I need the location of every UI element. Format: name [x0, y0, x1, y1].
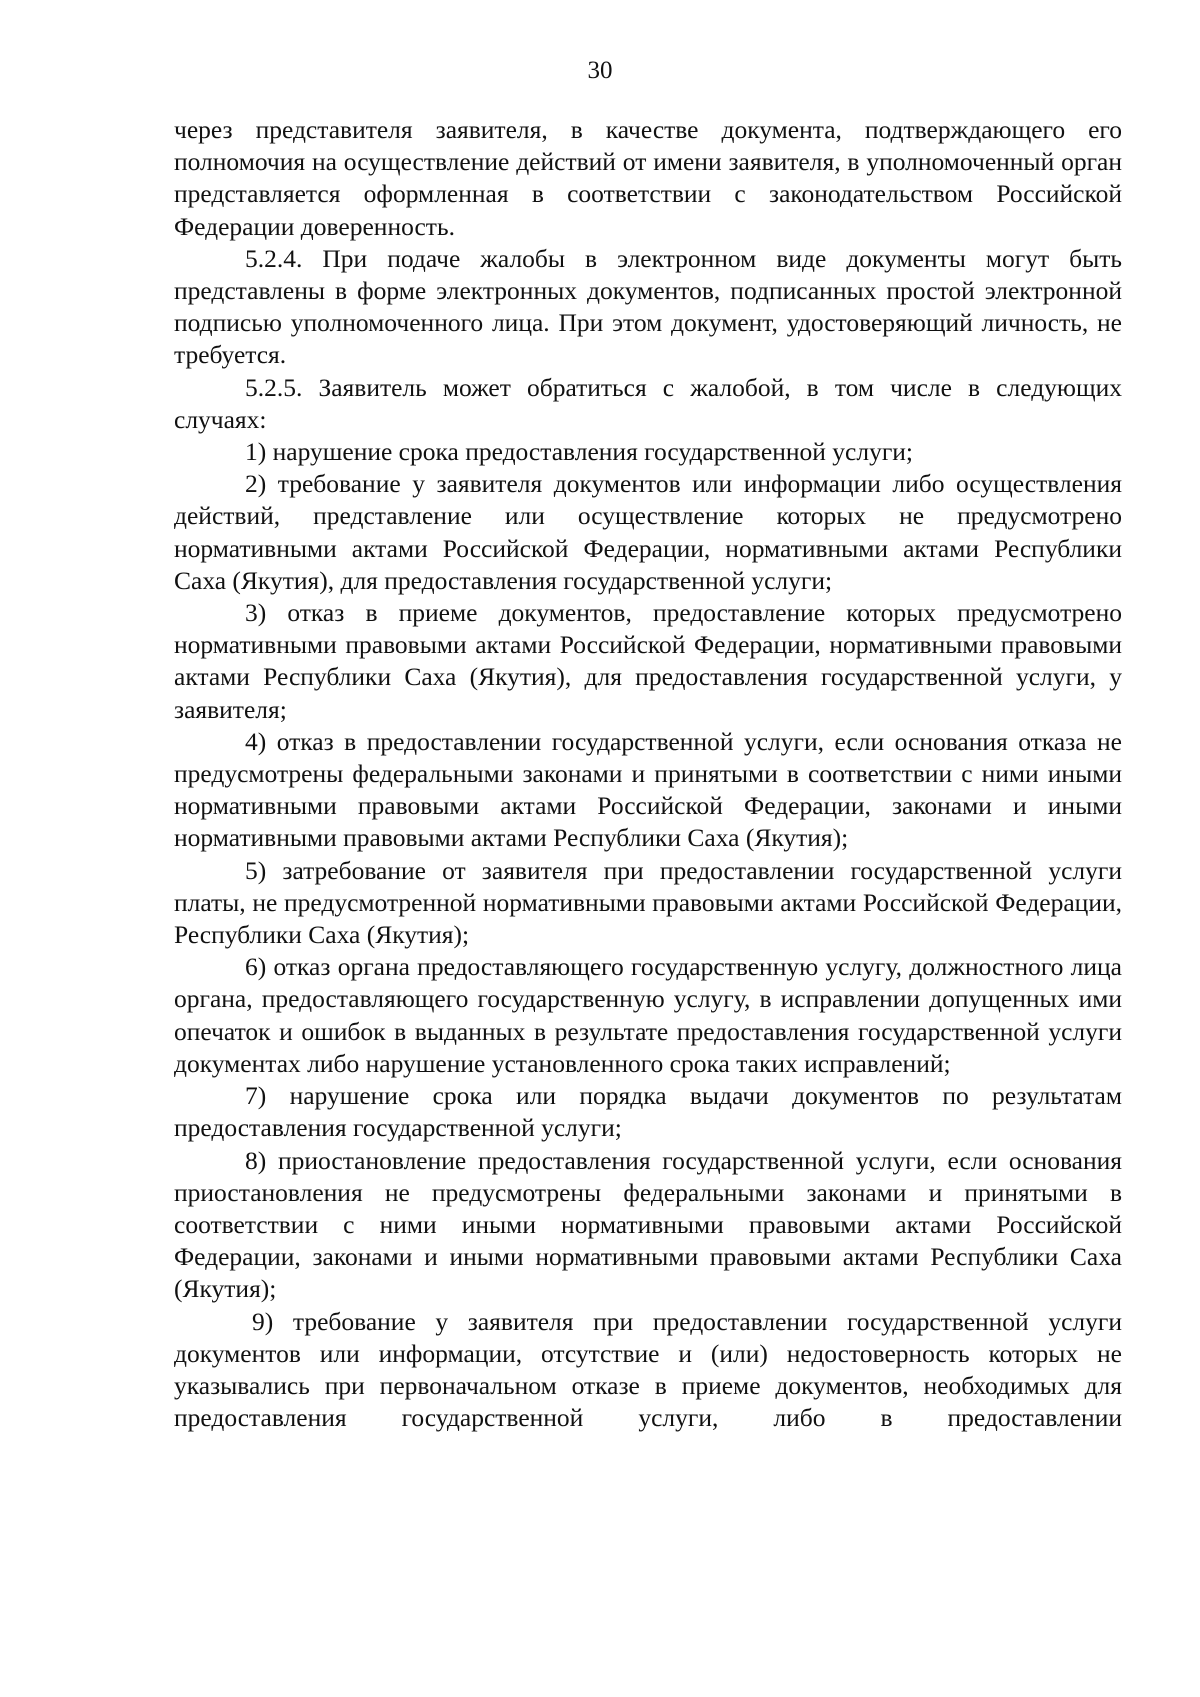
paragraph-5-2-4: 5.2.4. При подаче жалобы в электронном виде документы могут быть представлены в форме электронных документов, подписанных простой электронной подписью уполномоченного лица. При этом документ, удостоверяющий личность, не требуется.	[174, 243, 1122, 370]
list-item-9: 9) требование у заявителя при предоставлении государственной услуги документов или информации, отсутствие и (или) недостоверность которых не указывались при первоначальном отказе в приеме документов, необходимых для предоставления государственной услуги, либо в предоставлении	[174, 1306, 1122, 1433]
paragraph-continuation: через представителя заявителя, в качестве документа, подтверждающего его полномочия на осуществление действий от имени заявителя, в уполномоченный орган представляется оформленная в соответствии с законодательством Российской Федерации доверенность.	[174, 115, 1122, 241]
page-number: 30	[587, 57, 613, 84]
list-item-5: 5) затребование от заявителя при предоставлении государственной услуги платы, не предусмотренной нормативными правовыми актами Российской Федерации, Республики Саха (Якутия);	[174, 855, 1122, 950]
document-body	[174, 114, 1122, 1434]
list-item-3: 3) отказ в приеме документов, предоставление которых предусмотрено нормативными правовыми актами Российской Федерации, нормативными правовыми актами Республики Саха (Якутия), для предоставления государственной услуги, у заявителя;	[174, 598, 1122, 724]
list-item-7: 7) нарушение срока или порядка выдачи документов по результатам предоставления государственной услуги;	[174, 1081, 1122, 1143]
list-item-8: 8) приостановление предоставления государственной услуги, если основания приостановления не предусмотрены федеральными законами и принятыми в соответствии с ними иными нормативными правовыми актами Российской Федерации, законами и иными нормативными правовыми актами Республики Саха (Якутия);	[174, 1145, 1122, 1304]
paragraph-5-2-5: 5.2.5. Заявитель может обратиться с жалобой, в том числе в следующих случаях:	[174, 372, 1122, 434]
list-item-1: 1) нарушение срока предоставления государственной услуги;	[245, 437, 914, 467]
list-item-6: 6) отказ органа предоставляющего государственную услугу, должностного лица органа, предоставляющего государственную услугу, в исправлении допущенных ими опечаток и ошибок в выданных в результате предоставления государственной услуги документах либо нарушение установленного срока таких исправлений;	[174, 952, 1122, 1078]
list-item-2: 2) требование у заявителя документов или информации либо осуществления действий, представление или осуществление которых не предусмотрено нормативными актами Российской Федерации, нормативными актами Республики Саха (Якутия), для предоставления государственной услуги;	[174, 469, 1122, 595]
list-item-4: 4) отказ в предоставлении государственной услуги, если основания отказа не предусмотрены федеральными законами и принятыми в соответствии с ними иными нормативными правовыми актами Российской Федерации, законами и иными нормативными правовыми актами Республики Саха (Якутия);	[174, 726, 1122, 853]
